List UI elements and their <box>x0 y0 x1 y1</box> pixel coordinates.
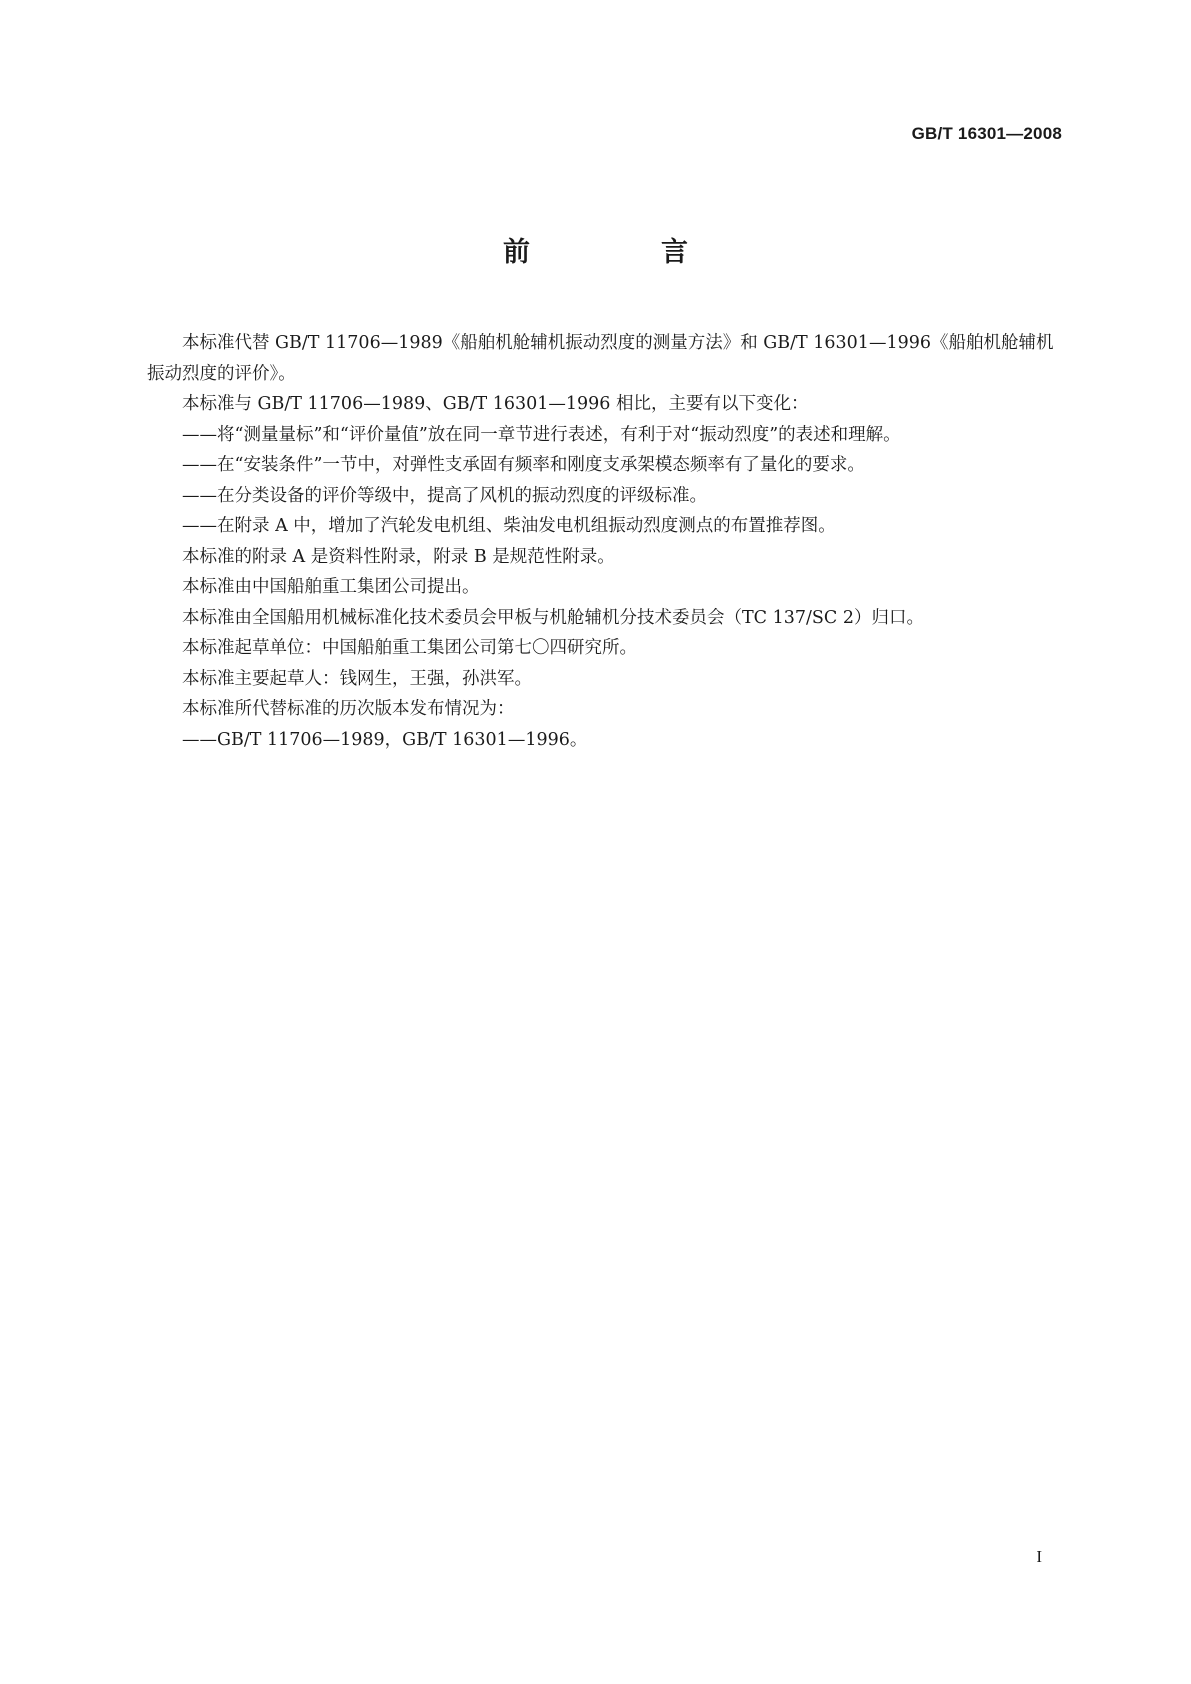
change-item-installation: ——在“安装条件”一节中，对弹性支承固有频率和刚度支承架模态频率有了量化的要求。 <box>182 455 865 475</box>
paragraph-history-intro: 本标准所代替标准的历次版本发布情况为： <box>182 699 515 719</box>
foreword-body <box>147 328 1057 755</box>
paragraph-history-versions: ——GB/T 11706—1989，GB/T 16301—1996。 <box>182 729 588 750</box>
change-item-measurement: ——将“测量量标”和“评价量值”放在同一章节进行表述，有利于对“振动烈度”的表述和理解。 <box>182 424 901 445</box>
paragraph-proposed-by: 本标准由中国船舶重工集团公司提出。 <box>182 577 480 597</box>
paragraph-annexes: 本标准的附录 A 是资料性附录，附录 B 是规范性附录。 <box>182 546 615 567</box>
paragraph-drafters: 本标准主要起草人：钱网生，王强，孙洪军。 <box>182 668 532 689</box>
page-number: I <box>1036 1547 1042 1566</box>
change-item-annex-a: ——在附录 A 中，增加了汽轮发电机组、柴油发电机组振动烈度测点的布置推荐图。 <box>182 516 836 536</box>
paragraph-drafting-unit: 本标准起草单位：中国船舶重工集团公司第七〇四研究所。 <box>182 638 637 658</box>
paragraph-changes-intro: 本标准与 GB/T 11706—1989、GB/T 16301—1996 相比，主要有以下变化： <box>182 394 809 414</box>
paragraph-replaces: 本标准代替 GB/T 11706—1989《船舶机舱辅机振动烈度的测量方法》和 GB/T 16301—1996《船舶机舱辅机振动烈度的评价》。 <box>147 333 1054 384</box>
change-item-evaluation-level: ——在分类设备的评价等级中，提高了风机的振动烈度的评级标准。 <box>182 485 707 506</box>
standard-code: GB/T 16301—2008 <box>911 124 1062 143</box>
paragraph-under-jurisdiction: 本标准由全国船用机械标准化技术委员会甲板与机舱辅机分技术委员会（TC 137/SC 2）归口。 <box>182 607 924 628</box>
page-title: 前 言 <box>503 237 740 268</box>
